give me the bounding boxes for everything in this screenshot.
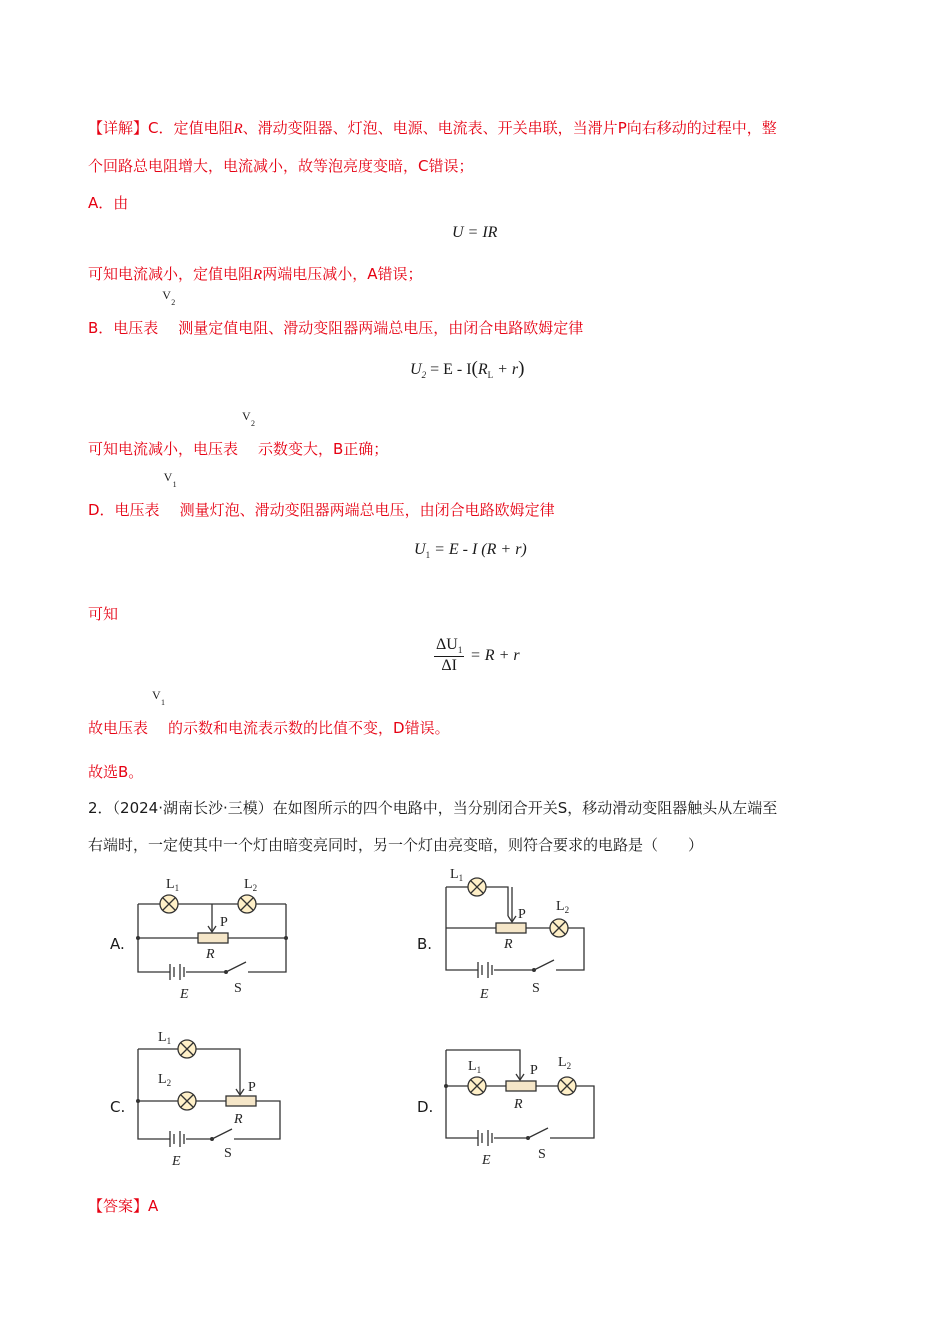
svg-text:R: R <box>234 1112 243 1127</box>
circuit-c <box>130 1025 290 1170</box>
svg-text:E: E <box>180 987 189 1002</box>
circuit-d <box>438 1040 608 1170</box>
voltmeter-v1-symbol: V 1 <box>163 470 177 489</box>
svg-text:S: S <box>234 981 242 996</box>
svg-text:E: E <box>172 1154 181 1169</box>
circuit-a <box>130 868 300 1003</box>
answer-line <box>88 1196 158 1216</box>
svg-text:R: R <box>504 937 513 952</box>
svg-text:P: P <box>518 907 526 922</box>
option-a-label: A. <box>110 935 125 953</box>
voltmeter-v2-symbol: V 2 <box>162 288 176 307</box>
svg-text:S: S <box>224 1146 232 1161</box>
svg-text:R: R <box>206 947 215 962</box>
svg-text:S: S <box>532 981 540 996</box>
circuit-b <box>438 862 598 1007</box>
fraction-delta: $\frac{\Delta U_1}{\Delta I}$ <box>436 636 463 675</box>
option-d-label: D. <box>417 1098 434 1116</box>
formula-u1: $U_1 = E - I$ (R + r) <box>414 541 527 561</box>
svg-text:P: P <box>220 915 228 930</box>
svg-text:L2: $L_2$ <box>558 1055 572 1071</box>
question-2-line-2: 右端时，一定使其中一个灯由暗变亮同时，另一个灯由亮变暗，则符合要求的电路是（ ） <box>88 836 704 854</box>
option-a-line: A．由 <box>88 194 129 212</box>
formula-ohm: U = IR <box>452 224 498 241</box>
svg-text:L1: $L_1$ <box>468 1059 482 1075</box>
svg-text:L1: $L_1$ <box>450 867 464 883</box>
voltmeter-v1-symbol: V 1 <box>152 688 166 707</box>
voltmeter-v2-symbol: V 2 <box>242 409 256 428</box>
answer-value: A <box>148 1197 159 1215</box>
svg-text:R: R <box>514 1097 523 1112</box>
detail-line-2: 个回路总电阻增大，电流减小，故等泡亮度变暗，C错误； <box>88 157 474 175</box>
svg-text:E: E <box>480 987 489 1002</box>
question-2-line-1: 2．（2024·湖南长沙·三模）在如图所示的四个电路中，当分别闭合开关S，移动滑动变阻器触头从左端至 <box>88 799 778 817</box>
svg-text:P: P <box>248 1080 256 1095</box>
label-l2: $L_2$ <box>244 877 258 893</box>
svg-text:L1: $L_1$ <box>158 1030 172 1046</box>
detail-tag: 【详解】 <box>88 119 149 137</box>
option-c-label: C. <box>110 1098 126 1116</box>
option-a-conclusion: 可知电流减小，定值电阻R两端电压减小，A错误； <box>88 265 423 283</box>
svg-text:P: P <box>530 1063 538 1078</box>
svg-text:S: S <box>538 1147 546 1162</box>
option-d-conclusion: 故电压表 V 1 的示数和电流表示数的比值不变，D错误。 <box>88 688 450 737</box>
option-b-line: B．电压表 V 2 测量定值电阻、滑动变阻器两端总电压，由闭合电路欧姆定律 <box>88 288 584 337</box>
answer-tag: 【答案】 <box>88 1197 149 1215</box>
ke-zhi: 可知 <box>88 605 119 623</box>
label-l1: $L_1$ <box>166 877 180 893</box>
option-d-line: D．电压表 V 1 测量灯泡、滑动变阻器两端总电压，由闭合电路欧姆定律 <box>88 470 555 519</box>
svg-text:L2: $L_2$ <box>556 899 570 915</box>
detail-line-1: 【详解】C．定值电阻R、滑动变阻器、灯泡、电源、电流表、开关串联，当滑片P向右移动的过程中，整 <box>88 119 777 137</box>
option-b-label: B. <box>417 935 433 953</box>
formula-u2: $U_2 = E - I(R_L + r)$ <box>410 358 525 381</box>
svg-text:E: E <box>482 1153 491 1168</box>
fraction-rhs: = R + r <box>470 647 520 664</box>
option-b-conclusion: 可知电流减小，电压表 V 2 示数变大，B正确； <box>88 409 389 458</box>
svg-text:L2: $L_2$ <box>158 1072 172 1088</box>
final-choice: 故选B。 <box>88 763 144 781</box>
